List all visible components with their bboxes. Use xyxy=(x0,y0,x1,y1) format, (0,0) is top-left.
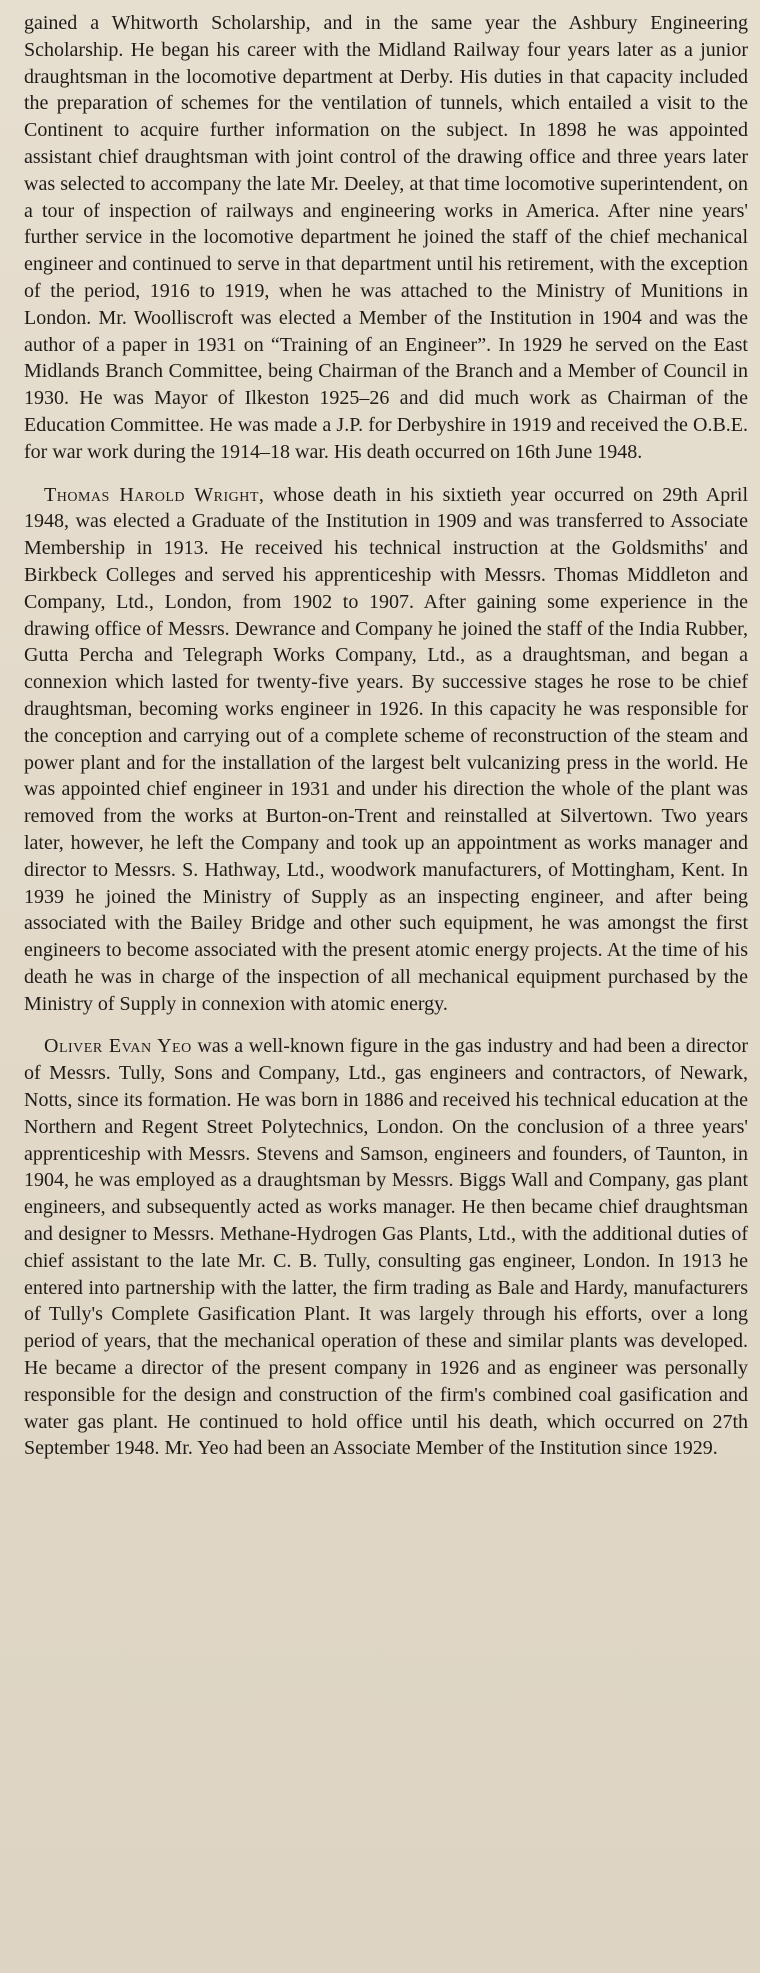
obituary-paragraph-wright xyxy=(24,482,748,1018)
obituary-paragraph-woolliscroft xyxy=(24,10,748,466)
person-name: Oliver Evan Yeo xyxy=(44,1035,192,1058)
paragraph-text: gained a Whitworth Scholarship, and in the same year the Ashbury Engineering Scholarship. He began his career with the Midland Railway four years later as a junior draughtsman in the locomotive department at Derby. His duties in that capacity included the preparation of schemes for the ventilation of tunnels, which entailed a visit to the Continent to acquire further information on the subject. In 1898 he was appointed assistant chief draughtsman with joint control of the drawing office and three years later was selected to accompany the late Mr. Deeley, at that time locomotive superintendent, on a tour of inspection of railways and engineering works in America. After nine years' further service in the locomotive department he joined the staff of the chief mechanical engineer and continued to serve in that department until his retirement, with the exception of the period, 1916 to 1919, when he was attached to the Ministry of Munitions in London. Mr. Woolliscroft was elected a Member of the Institution in 1904 and was the author of a paper in 1931 on “Training of an Engineer”. In 1929 he served on the East Midlands Branch Committee, being Chairman of the Branch and a Member of Council in 1930. He was Mayor of Ilkeston 1925–26 and did much work as Chairman of the Education Committee. He was made a J.P. for Derbyshire in 1919 and received the O.B.E. for war work during the 1914–18 war. His death occurred on 16th June 1948. xyxy=(24,12,748,463)
paragraph-text: , whose death in his sixtieth year occurred on 29th April 1948, was elected a Graduate of the Institution in 1909 and was transferred to Associate Membership in 1913. He received his technical instruction at the Goldsmiths' and Birkbeck Colleges and served his apprenticeship with Messrs. Thomas Middleton and Company, Ltd., London, from 1902 to 1907. After gaining some experience in the drawing office of Messrs. Dewrance and Company he joined the staff of the India Rubber, Gutta Percha and Telegraph Works Company, Ltd., as a draughtsman, and began a connexion which lasted for twenty-five years. By successive stages he rose to be chief draughtsman, becoming works engineer in 1926. In this capacity he was responsible for the conception and carrying out of a complete scheme of reconstruction of the steam and power plant and for the installation of the largest belt vulcanizing press in the world. He was appointed chief engineer in 1931 and under his direction the whole of the plant was removed from the works at Burton-on-Trent and reinstalled at Silvertown. Two years later, however, he left the Company and took up an appointment as works manager and director to Messrs. S. Hathway, Ltd., woodwork manufacturers, of Mottingham, Kent. In 1939 he joined the Ministry of Supply as an inspecting engineer, and after being associated with the Bailey Bridge and other such equipment, he was amongst the first engineers to become associated with the present atomic energy projects. At the time of his death he was in charge of the inspection of all mechanical equipment purchased by the Ministry of Supply in connexion with atomic energy. xyxy=(24,483,748,1015)
obituary-paragraph-yeo xyxy=(24,1033,748,1462)
paragraph-text: was a well-known figure in the gas industry and had been a director of Messrs. Tully, Sons and Company, Ltd., gas engineers and contractors, of Newark, Notts, since its formation. He was born in 1886 and received his technical education at the Northern and Regent Street Polytechnics, London. On the conclusion of a three years' apprenticeship with Messrs. Stevens and Samson, engineers and founders, of Taunton, in 1904, he was employed as a draughtsman by Messrs. Biggs Wall and Company, gas plant engineers, and subsequently acted as works manager. He then became chief draughtsman and designer to Messrs. Methane-Hydrogen Gas Plants, Ltd., with the additional duties of chief assistant to the late Mr. C. B. Tully, consulting gas engineer, London. In 1913 he entered into partnership with the latter, the firm trading as Bale and Hardy, manufacturers of Tully's Complete Gasification Plant. It was largely through his efforts, over a long period of years, that the mechanical operation of these and similar plants was developed. He became a director of the present company in 1926 and as engineer was personally responsible for the design and construction of the firm's combined coal gasification and water gas plant. He continued to hold office until his death, which occurred on 27th September 1948. Mr. Yeo had been an Associate Member of the Institution since 1929. xyxy=(24,1035,748,1460)
person-name: Thomas Harold Wright xyxy=(44,483,259,506)
